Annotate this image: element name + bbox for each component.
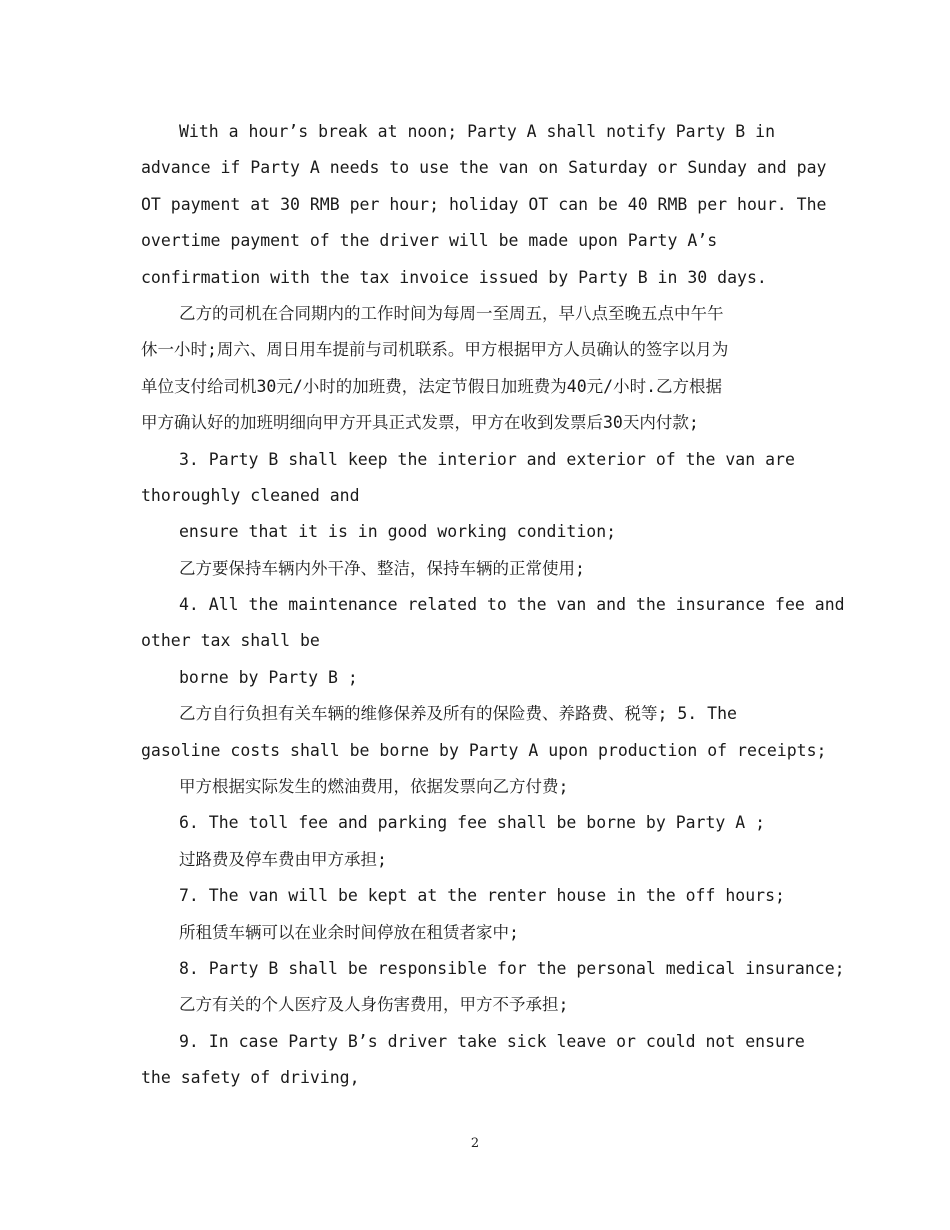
text-line: gasoline costs shall be borne by Party A upon production of receipts; (141, 740, 827, 760)
text-line: thoroughly cleaned and (141, 485, 360, 505)
text-line: 4. All the maintenance related to the van and the insurance fee and (179, 595, 845, 615)
text-line: confirmation with the tax invoice issued by Party B in 30 days. (141, 267, 767, 287)
text-line: 乙方自行负担有关车辆的维修保养及所有的保险费、养路费、税等; 5. The (179, 704, 737, 724)
document-body (141, 114, 845, 1097)
text-line: overtime payment of the driver will be made upon Party A’s (141, 231, 718, 251)
text-line: 6. The toll fee and parking fee shall be borne by Party A ; (179, 813, 766, 833)
text-line: 乙方有关的个人医疗及人身伤害费用，甲方不予承担; (179, 995, 569, 1015)
text-line: 8. Party B shall be responsible for the personal medical insurance; (179, 958, 845, 978)
text-line: 所租赁车辆可以在业余时间停放在租赁者家中; (179, 922, 519, 942)
text-line: With a hour’s break at noon; Party A shall notify Party B in (179, 122, 776, 141)
text-line: ensure that it is in good working condition; (179, 522, 617, 542)
text-line: 9. In case Party B’s driver take sick leave or could not ensure (179, 1031, 805, 1051)
text-line: 甲方确认好的加班明细向甲方开具正式发票，甲方在收到发票后30天内付款; (141, 413, 699, 433)
text-line: 休一小时;周六、周日用车提前与司机联系。甲方根据甲方人员确认的签字以月为 (141, 340, 729, 360)
text-line: 3. Party B shall keep the interior and exterior of the van are (179, 449, 795, 469)
text-line: the safety of driving, (141, 1068, 360, 1088)
text-line: 乙方的司机在合同期内的工作时间为每周一至周五，早八点至晚五点中午午 (179, 303, 724, 323)
text-line: 过路费及停车费由甲方承担; (179, 849, 387, 869)
text-line: other tax shall be (141, 631, 320, 651)
text-line: 7. The van will be kept at the renter house in the off hours; (179, 886, 785, 906)
text-line: 单位支付给司机30元/小时的加班费，法定节假日加班费为40元/小时.乙方根据 (141, 376, 723, 396)
page-number: 2 (470, 1136, 480, 1151)
text-line: 甲方根据实际发生的燃油费用，依据发票向乙方付费; (179, 777, 569, 797)
text-line: 乙方要保持车辆内外干净、整洁，保持车辆的正常使用; (179, 558, 585, 578)
text-line: borne by Party B ; (179, 667, 358, 687)
text-line: advance if Party A needs to use the van on Saturday or Sunday and pay (141, 158, 827, 178)
text-line: OT payment at 30 RMB per hour; holiday OT can be 40 RMB per hour. The (141, 194, 827, 214)
